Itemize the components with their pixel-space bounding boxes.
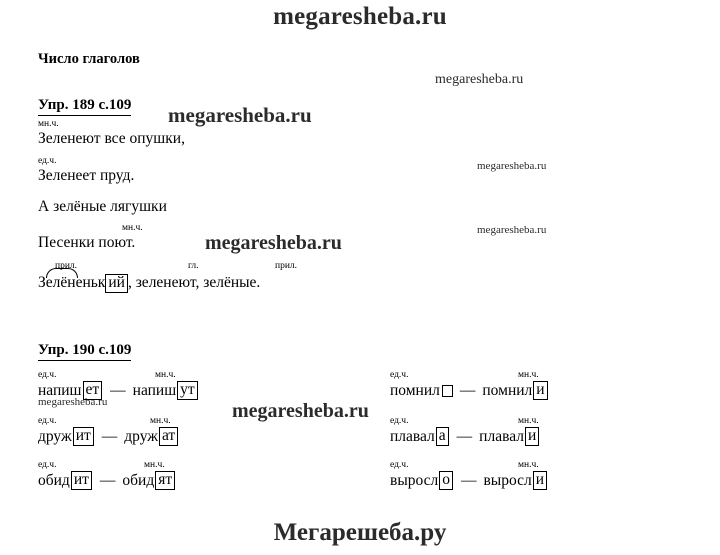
word-pair-c1r2 — [38, 427, 179, 446]
poem-line-1: Зеленеют все опушки, — [38, 130, 185, 147]
word-ending-left-empty-box — [442, 385, 453, 397]
word-stem-left: обид — [38, 471, 70, 489]
label-left-c2r1: ед.ч. — [390, 370, 409, 380]
label-analysis-1: прил. — [55, 261, 78, 271]
exercise-190-heading: Упр. 190 с.109 — [38, 343, 131, 361]
word-ending-right-box: и — [533, 471, 547, 490]
watermark-g: megaresheba.ru — [232, 400, 369, 422]
label-right-c1r1: мн.ч. — [155, 370, 176, 380]
word-pair-c2r2 — [390, 427, 540, 446]
word-stem-left: помнил — [390, 381, 440, 399]
analysis-rest: , зеленеют, зелёные. — [127, 274, 261, 291]
word-ending-right-box: и — [533, 381, 547, 400]
watermark-top: megaresheba.ru — [273, 3, 447, 30]
poem-line-3: А зелёные лягушки — [38, 198, 167, 215]
word-stem-left: плавал — [390, 427, 435, 445]
label-189-line2: ед.ч. — [38, 156, 57, 166]
label-right-c1r3: мн.ч. — [144, 460, 165, 470]
word-ending-left-box: ет — [83, 381, 103, 400]
word-pair-c2r3 — [390, 471, 548, 490]
label-left-c1r2: ед.ч. — [38, 416, 57, 426]
word-stem-right: обид — [122, 471, 155, 489]
word-stem-right: напиш — [132, 381, 177, 399]
word-pair-c2r1 — [390, 381, 549, 400]
label-left-c1r1: ед.ч. — [38, 370, 57, 380]
word-ending-right-box: и — [525, 427, 539, 446]
page-title: Число глаголов — [38, 51, 140, 67]
pair-dash: — — [456, 427, 473, 445]
word-ending-left-box: а — [436, 427, 449, 446]
word-stem-right: выросл — [483, 471, 532, 489]
label-right-c2r3: мн.ч. — [518, 460, 539, 470]
word-pair-c1r3 — [38, 471, 176, 490]
analysis-word-stem: Зелён — [38, 274, 76, 291]
watermark-bottom: Мегарешеба.ру — [273, 519, 447, 546]
watermark-f: megaresheba.ru — [38, 396, 108, 408]
label-left-c2r2: ед.ч. — [390, 416, 409, 426]
label-left-c1r3: ед.ч. — [38, 460, 57, 470]
label-analysis-2: гл. — [188, 261, 199, 271]
word-stem-left: напиш — [38, 381, 82, 399]
word-stem-right: плавал — [479, 427, 524, 445]
pair-dash: — — [101, 427, 118, 445]
poem-line-2: Зеленеет пруд. — [38, 167, 135, 184]
word-stem-left: выросл — [390, 471, 439, 489]
word-stem-right: друж — [124, 427, 158, 445]
watermark-e: megaresheba.ru — [205, 232, 342, 254]
word-ending-left-box: ит — [71, 471, 92, 490]
watermark-b: megaresheba.ru — [168, 103, 312, 127]
word-ending-left-box: ит — [73, 427, 94, 446]
word-ending-left-box: о — [439, 471, 453, 490]
word-pair-c1r1 — [38, 381, 199, 400]
word-stem-right: помнил — [482, 381, 533, 399]
label-analysis-3: прил. — [275, 261, 298, 271]
word-ending-right-box: ут — [177, 381, 198, 400]
pair-dash: — — [459, 381, 476, 399]
watermark-c: megaresheba.ru — [477, 160, 547, 172]
word-ending-right-box: ат — [159, 427, 178, 446]
label-right-c2r2: мн.ч. — [518, 416, 539, 426]
label-right-c2r1: мн.ч. — [518, 370, 539, 380]
label-left-c2r3: ед.ч. — [390, 460, 409, 470]
label-right-c1r2: мн.ч. — [150, 416, 171, 426]
analysis-word-ending-box: ий — [105, 274, 128, 293]
label-189-line1: мн.ч. — [38, 119, 59, 129]
word-stem-left: друж — [38, 427, 72, 445]
exercise-189-heading: Упр. 189 с.109 — [38, 98, 131, 116]
watermark-a: megaresheba.ru — [435, 72, 524, 87]
label-189-line4: мн.ч. — [122, 223, 143, 233]
pair-dash: — — [99, 471, 116, 489]
poem-line-4: Песенки поют. — [38, 234, 136, 251]
watermark-d: megaresheba.ru — [477, 224, 547, 236]
pair-dash: — — [110, 381, 126, 399]
analysis-word-suffix: еньк — [75, 274, 106, 291]
analysis-row — [38, 274, 260, 293]
word-ending-right-box: ят — [155, 471, 175, 490]
pair-dash: — — [460, 471, 477, 489]
